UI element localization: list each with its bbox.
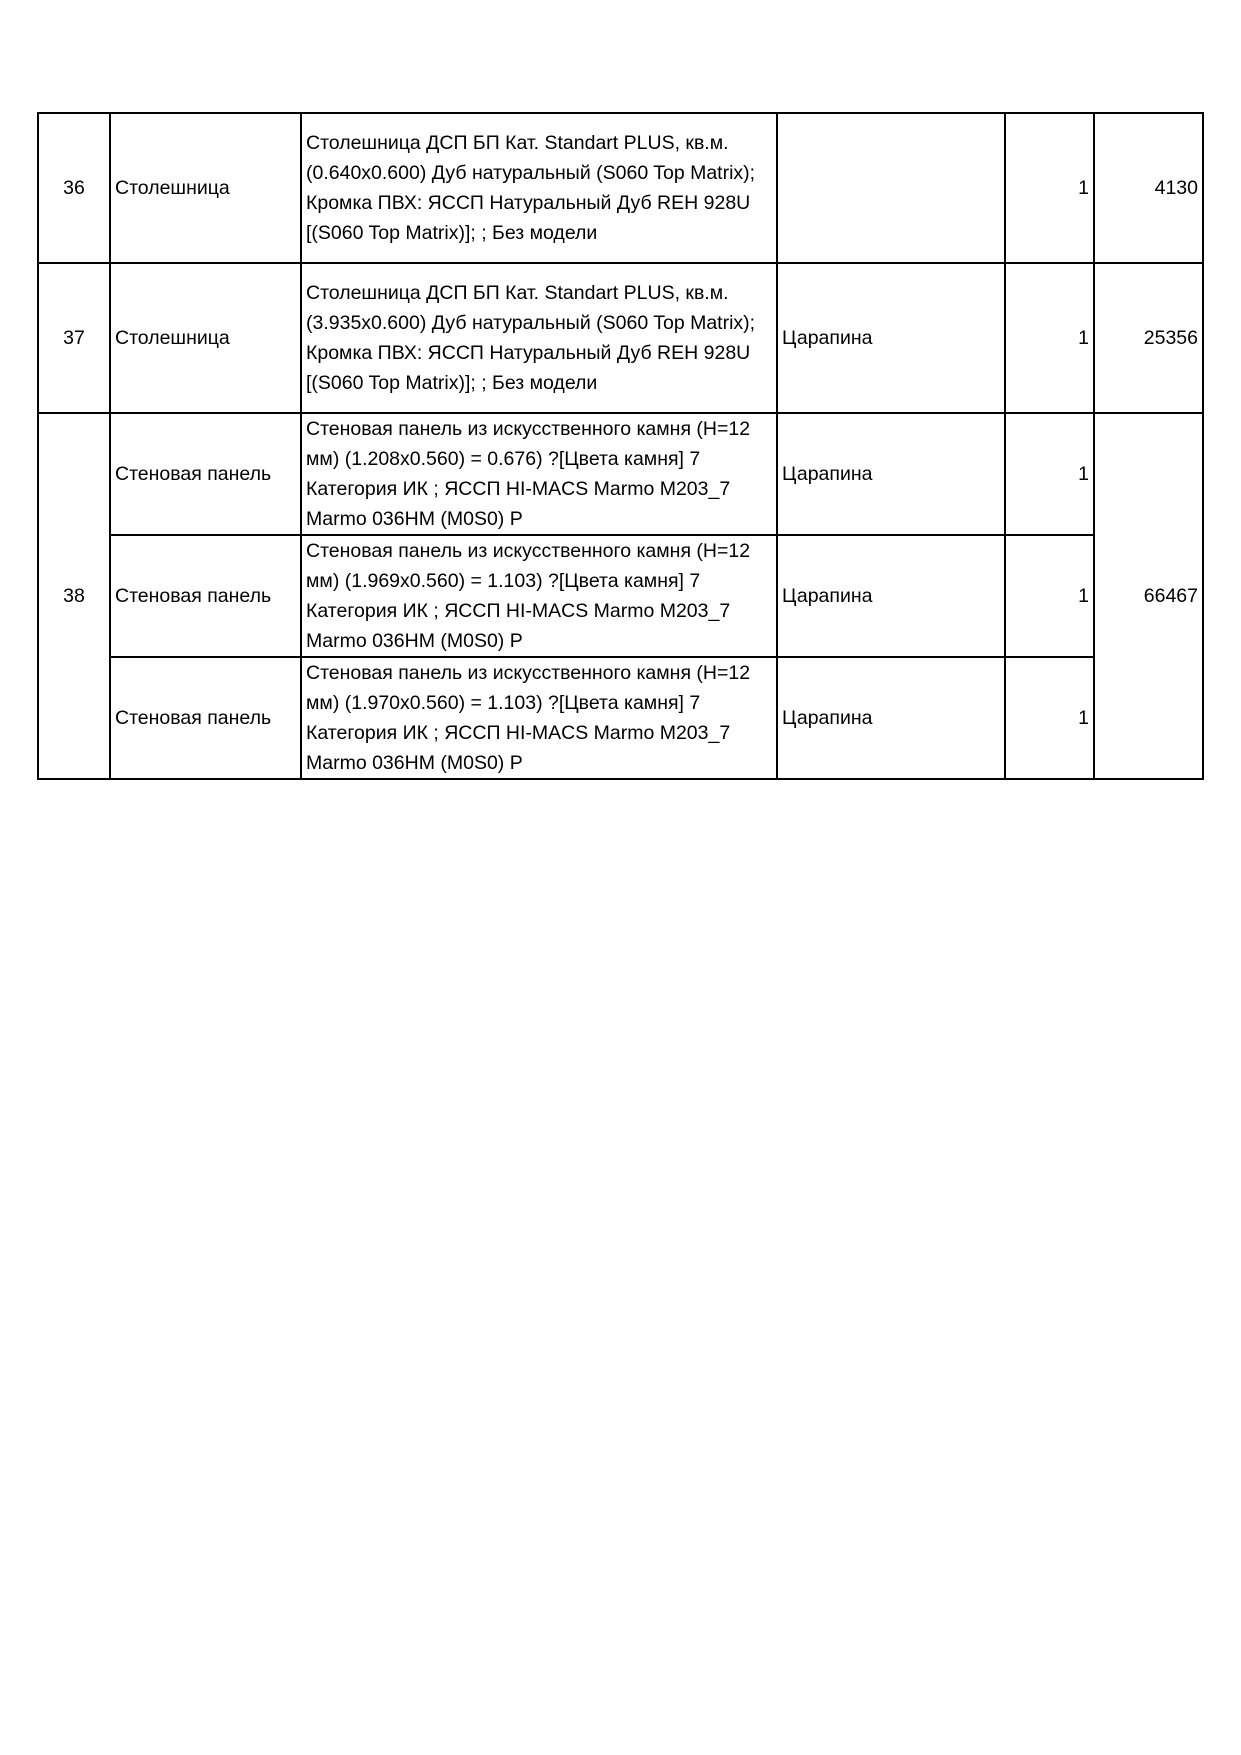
item-defect: Царапина bbox=[777, 413, 1005, 535]
item-quantity: 1 bbox=[1005, 113, 1094, 263]
item-description: Стеновая панель из искусственного камня (H=12 мм) (1.208x0.560) = 0.676) ?[Цвета камня] 7 Категория ИК ; ЯССП HI-MACS Marmo M203_7 Marmo 036HM (M0S0) P bbox=[301, 413, 777, 535]
item-name: Стеновая панель bbox=[110, 413, 301, 535]
items-table bbox=[37, 112, 1204, 780]
item-defect: Царапина bbox=[777, 535, 1005, 657]
item-description: Стеновая панель из искусственного камня (H=12 мм) (1.970x0.560) = 1.103) ?[Цвета камня] 7 Категория ИК ; ЯССП HI-MACS Marmo M203_7 Marmo 036HM (M0S0) P bbox=[301, 657, 777, 779]
item-quantity: 1 bbox=[1005, 263, 1094, 413]
row-number: 37 bbox=[38, 263, 110, 413]
item-name: Стеновая панель bbox=[110, 535, 301, 657]
item-defect: Царапина bbox=[777, 657, 1005, 779]
item-quantity: 1 bbox=[1005, 535, 1094, 657]
item-name: Столешница bbox=[110, 113, 301, 263]
table-row bbox=[38, 657, 1203, 779]
item-defect bbox=[777, 113, 1005, 263]
item-description: Столешница ДСП БП Кат. Standart PLUS, кв.м. (0.640x0.600) Дуб натуральный (S060 Top Matrix); Кромка ПВХ: ЯССП Натуральный Дуб REH 928U [(S060 Top Matrix)]; ; Без модели bbox=[301, 113, 777, 263]
table-row bbox=[38, 263, 1203, 413]
item-price: 66467 bbox=[1094, 413, 1203, 779]
item-defect: Царапина bbox=[777, 263, 1005, 413]
item-name: Столешница bbox=[110, 263, 301, 413]
table-row bbox=[38, 413, 1203, 535]
item-price: 25356 bbox=[1094, 263, 1203, 413]
row-number: 38 bbox=[38, 413, 110, 779]
row-number: 36 bbox=[38, 113, 110, 263]
item-name: Стеновая панель bbox=[110, 657, 301, 779]
item-description: Столешница ДСП БП Кат. Standart PLUS, кв.м. (3.935x0.600) Дуб натуральный (S060 Top Matrix); Кромка ПВХ: ЯССП Натуральный Дуб REH 928U [(S060 Top Matrix)]; ; Без модели bbox=[301, 263, 777, 413]
table-row bbox=[38, 113, 1203, 263]
item-description: Стеновая панель из искусственного камня (H=12 мм) (1.969x0.560) = 1.103) ?[Цвета камня] 7 Категория ИК ; ЯССП HI-MACS Marmo M203_7 Marmo 036HM (M0S0) P bbox=[301, 535, 777, 657]
item-quantity: 1 bbox=[1005, 413, 1094, 535]
item-quantity: 1 bbox=[1005, 657, 1094, 779]
table-row bbox=[38, 535, 1203, 657]
item-price: 4130 bbox=[1094, 113, 1203, 263]
